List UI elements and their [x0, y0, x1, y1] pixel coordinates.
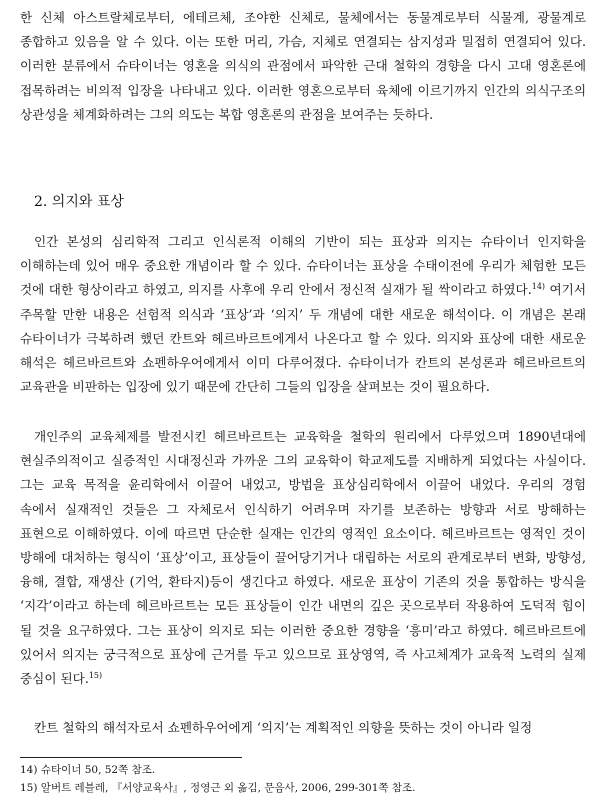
footnote-ref-15: 15): [88, 670, 103, 680]
paragraph-continued: 한 신체 아스트랄체로부터, 에테르체, 조야한 신체로, 물체에서는 동물계로부터 식물계, 광물계로 종합하고 있음을 알 수 있다. 이는 또한 머리, 가슴, 지체로 연결되는 삼지성과 밀접히 연결되어 있다. 이러한 분류에서 슈타이너는 영혼을 의식의 관점에서 파악한 근대 철학의 경향을 다시 고대 영혼론에 접목하려는 비의적 입장을 나타내고 있다. 이러한 영혼으로부터 육체에 이르기까지 인간의 의식구조의 상관성을 체계화하려는 그의 의도는 복합 영혼론의 관점을 보여주는 듯하다.: [20, 10, 586, 122]
paragraph-text: 인간 본성의 심리학적 그리고 인식론적 이해의 기반이 되는 표상과 의지는 슈타이너 인지학을 이해하는데 있어 매우 중요한 개념이라 할 수 있다. 슈타이너는 표상을 수태이전에 우리가 체험한 모든 것에 대한 형상이라고 하였고, 의지를 사후에 우리 안에서 정신적 실재가 될 싹이라고 하였다.: [20, 234, 586, 298]
footnote-15: 15) 알버트 레블레, 『서양교육사』, 정영근 외 옮김, 문음사, 2006, 299-301쪽 참조.: [20, 782, 416, 794]
footnote-ref-14: 14): [531, 282, 546, 292]
paragraph-schopenhauer: 칸트 철학의 해석자로서 쇼펜하우어에게 ‘의지’는 계획적인 의향을 뜻하는 것이 아니라 일정: [34, 720, 533, 735]
paragraph-text: 개인주의 교육체제를 발전시킨 헤르바르트는 교육학을 철학의 원리에서 다루었으며 1890년대에 현실주의적이고 실증적인 시대정신과 가까운 그의 교육학이 학교제도를 지배하게 되었다는 사실이다. 그는 교육 목적을 윤리학에서 이끌어 내었고, 방법을 표상심리학에서 이끌어 내었다. 우리의 경험 속에서 실재적인 것들은 그 자체로서 인식하기 어려우며 자기를 보존하는 방향과 서로 방해하는 표현으로 이해하였다. 이에 따르면 단순한 실재는 인간의 영적인 요소이다. 헤르바르트는 영적인 것이 방해에 대처하는 형식이 ‘표상’이고, 표상들이 끌어당기거나 대립하는 서로의 관계로부터 변화, 방향성, 융해, 결합, 재생산 (기억, 환타지)등이 생긴다고 하였다. 새로운 표상이 기존의 것을 통합하는 방식을 ‘지각’이라고 하는데 헤르바르트는 모든 표상들이 인간 내면의 깊은 곳으로부터 작용하여 도덕적 힘이 될 것을 요구하였다. 그는 표상이 의지로 되는 이러한 중요한 경향을 ‘흥미’라고 하였다. 헤르바르트에 있어서 의지는 궁극적으로 표상에 근거를 두고 있으므로 표상영역, 즉 사고체계가 교육적 노력의 실제 중심이 된다.: [20, 429, 586, 687]
paragraph-will-and-representation: [20, 230, 586, 399]
paragraph-text: 여기서 주목할 만한 내용은 선험적 의식과 ‘표상’과 ‘의지’ 두 개념에 대한 새로운 해석이다. 이 개념은 본래 슈타이너가 극복하려 했던 칸트와 헤르바르트에게서 나온다고 할 수 있다. 의지와 표상에 대한 새로운 해석은 헤르바르트와 쇼펜하우어에게서 이미 다루어졌다. 슈타이너가 칸트의 본성론과 헤르바르트의 교육관을 비판하는 입장에 있기 때문에 간단히 그들의 입장을 살펴보는 것이 필요하다.: [20, 282, 587, 395]
paragraph-herbart: [20, 425, 586, 691]
footnote-divider: [20, 757, 242, 758]
section-heading: 2. 의지와 표상: [34, 194, 124, 210]
footnote-14: 14) 슈타이너 50, 52쪽 참조.: [20, 764, 156, 776]
